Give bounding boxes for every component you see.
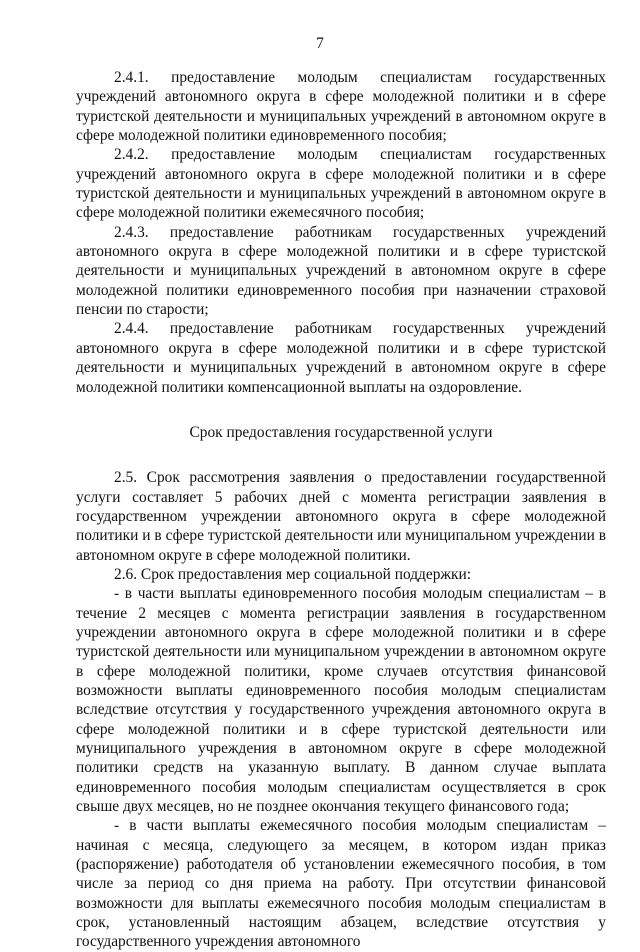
paragraph-2-6: 2.6. Срок предоставления мер социальной поддержки: bbox=[114, 565, 472, 583]
page-number: 7 bbox=[316, 35, 324, 52]
paragraph-2-4-2: 2.4.2. предоставление молодым специалистам государственных учреждений автономного округа в сфере молодежной политики и в сфере туристской деятельности и муниципальных учреждений в автономном округе в сфере молодежной политики ежемесячного пособия; bbox=[76, 146, 606, 222]
paragraph-2-4-1: 2.4.1. предоставление молодым специалистам государственных учреждений автономного округа в сфере молодежной политики и в сфере туристской деятельности и муниципальных учреждений в автономном округе в сфере молодежной политики единовременного пособия; bbox=[76, 69, 606, 145]
section-heading: Срок предоставления государственной услуги bbox=[189, 423, 493, 441]
bullet-monthly-allowance: - в части выплаты ежемесячного пособия молодым специалистам – начиная с месяца, следующего за месяцем, в котором издан приказ (распоряжение) работодателя об установлении ежемесячного пособия, в том числе за период со дня приема на работу. При отсутствии финансовой возможности для выплаты ежемесячного пособия молодым специалистам в срок, установленный настоящим абзацем, вследствие отсутствия у государственного учреждения автономного bbox=[76, 817, 606, 951]
document-body bbox=[76, 68, 606, 952]
paragraph-2-4-3: 2.4.3. предоставление работникам государственных учреждений автономного округа в сфере молодежной политики и в сфере туристской деятельности и муниципальных учреждений в автономном округе в сфере молодежной политики единовременного пособия при назначении страховой пенсии по старости; bbox=[76, 223, 606, 319]
bullet-lump-sum-allowance: - в части выплаты единовременного пособия молодым специалистам – в течение 2 месяцев с момента регистрации заявления в государственном учреждении автономного округа в сфере молодежной политики и в сфере туристской деятельности или муниципальном учреждении в автономном округе в сфере молодежной политики, кроме случаев отсутствия финансовой возможности выплаты единовременного пособия молодым специалистам вследствие отсутствия у государственного учреждения автономного округа в сфере молодежной политики и в сфере туристской деятельности или муниципального учреждения в автономном округе в сфере молодежной политики средств на указанную выплату. В данном случае выплата единовременного пособия молодым специалистам осуществляется в срок свыше двух месяцев, но не позднее окончания текущего финансового года; bbox=[76, 585, 606, 816]
paragraph-2-5: 2.5. Срок рассмотрения заявления о предоставлении государственной услуги составляет 5 рабочих дней с момента регистрации заявления в государственном учреждении автономного округа в сфере молодежной политики и в сфере туристской деятельности или муниципальном учреждении в автономном округе в сфере молодежной политики. bbox=[76, 469, 606, 564]
paragraph-2-4-4: 2.4.4. предоставление работникам государственных учреждений автономного округа в сфере молодежной политики и в сфере туристской деятельности и муниципальных учреждений в автономном округе в сфере молодежной политики компенсационной выплаты на оздоровление. bbox=[76, 320, 606, 396]
